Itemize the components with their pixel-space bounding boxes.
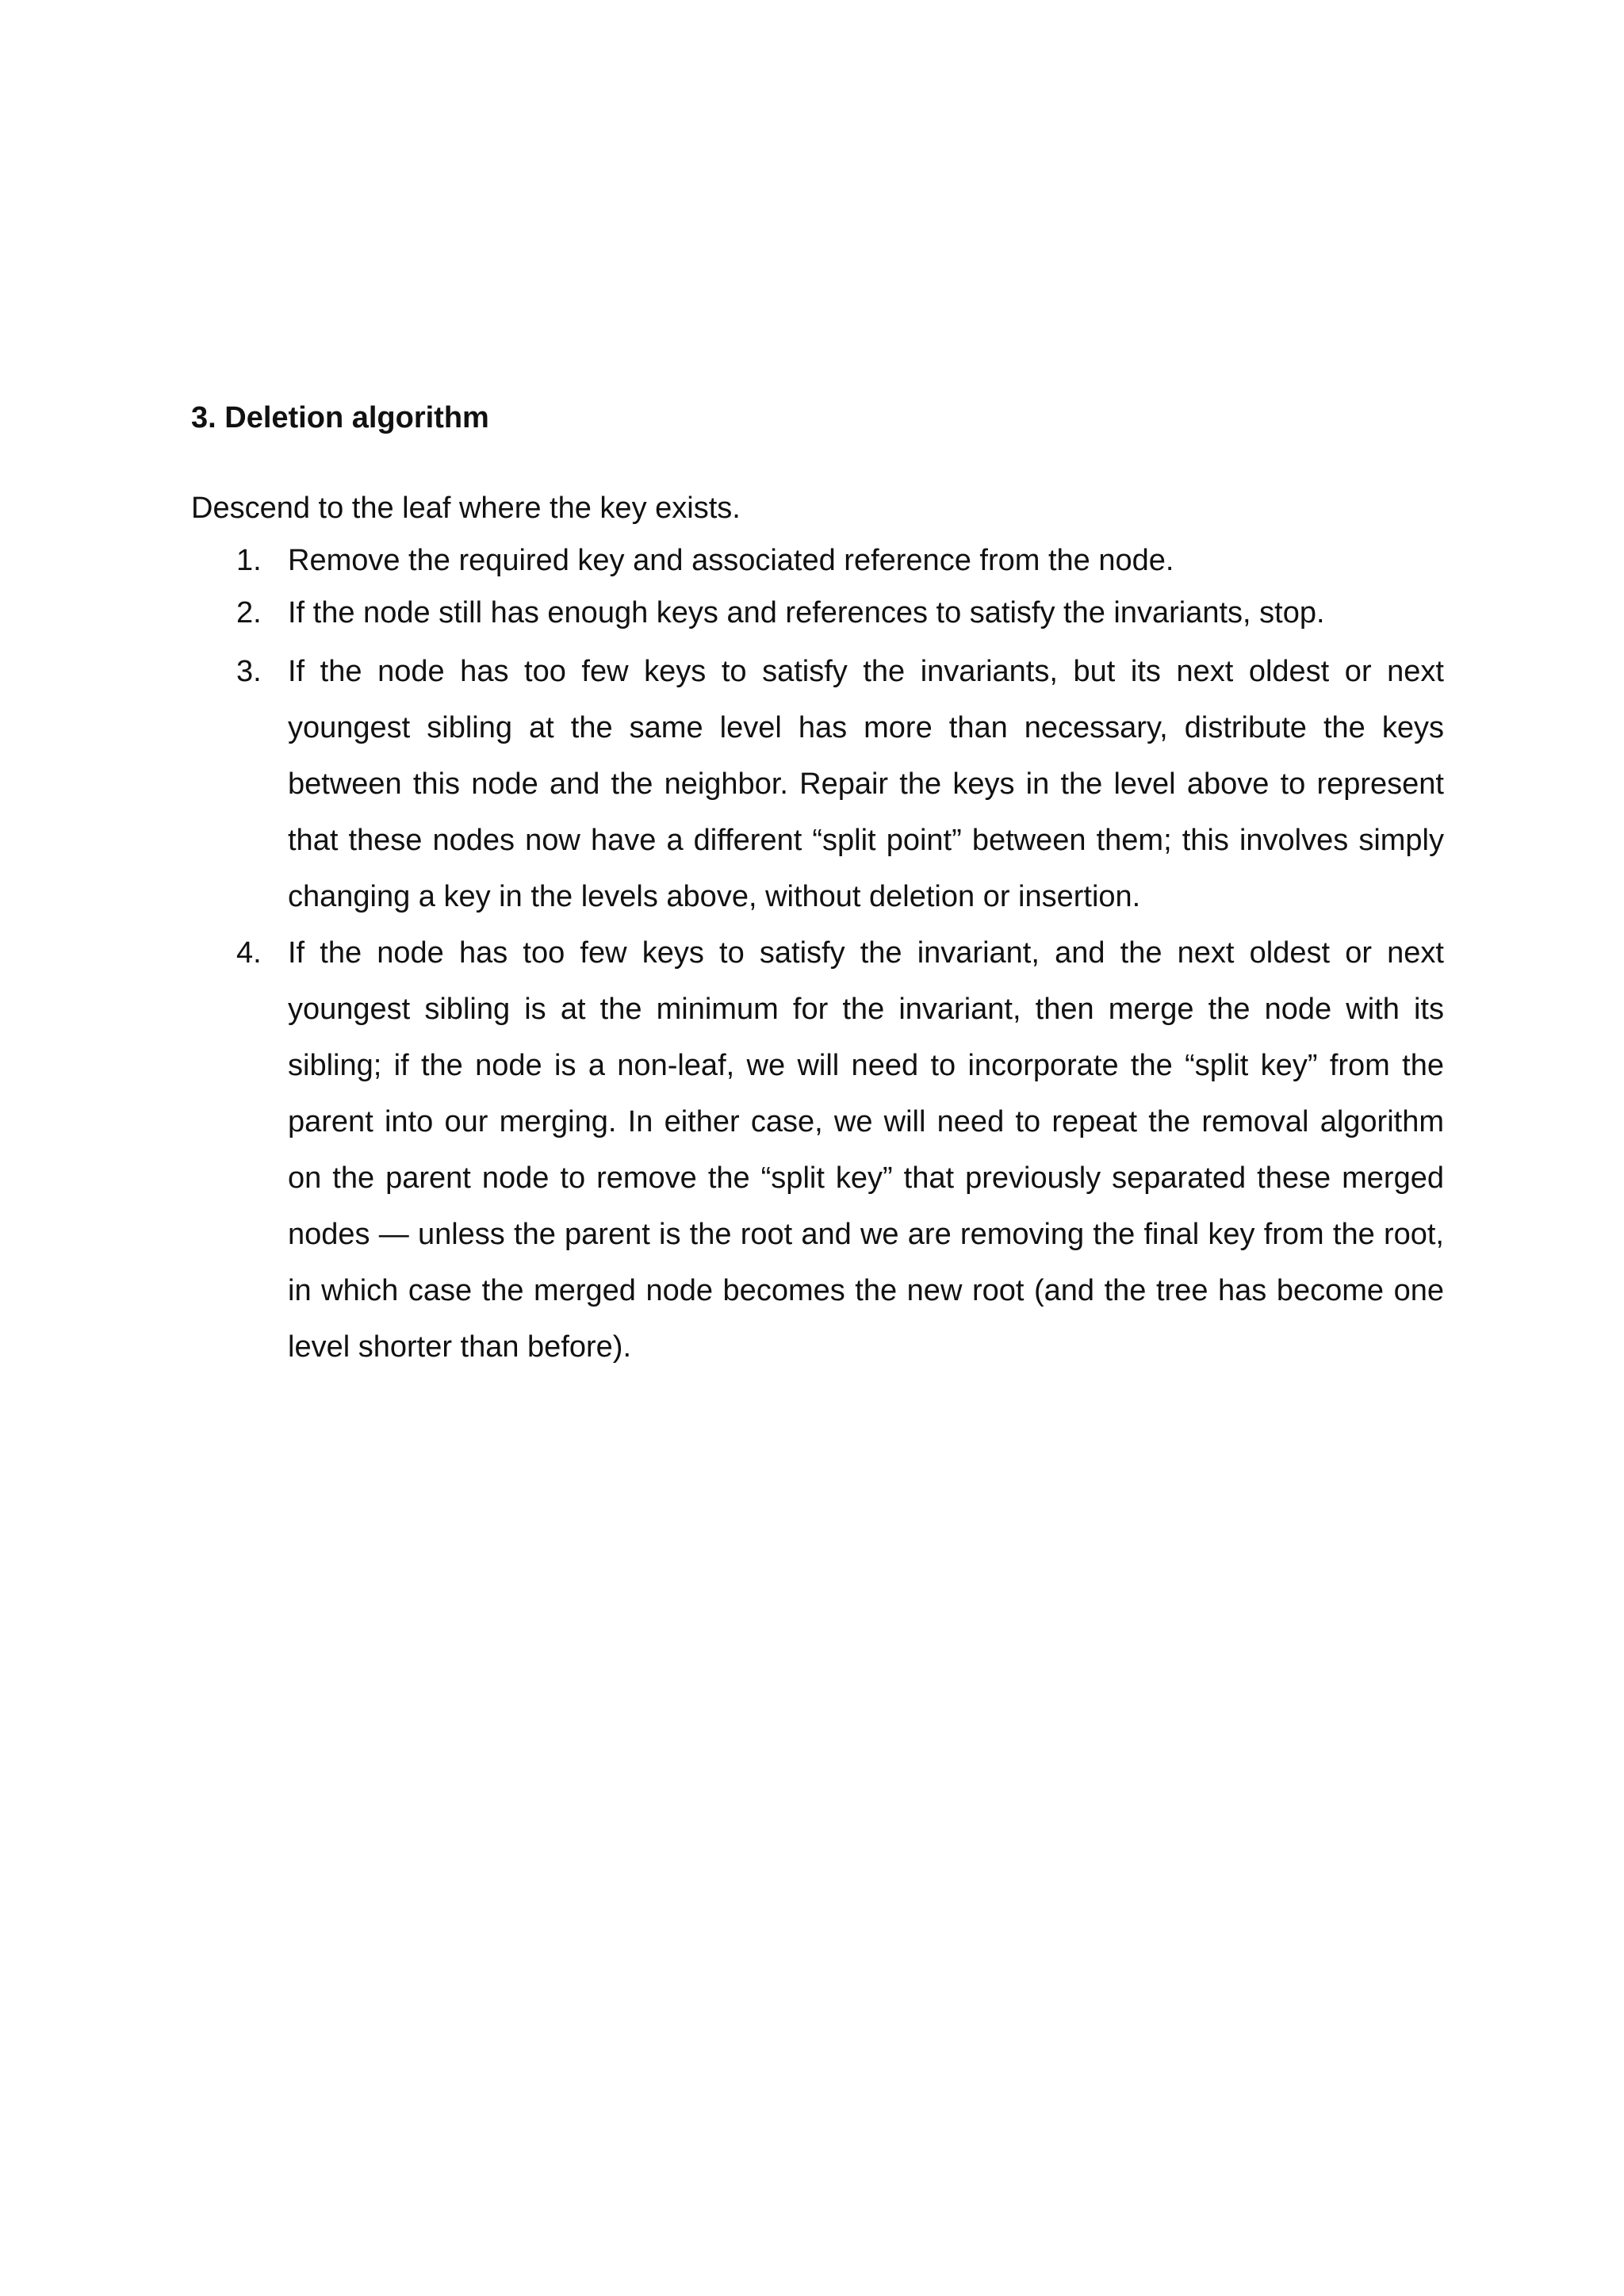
step-number: 2. [236, 596, 262, 629]
algorithm-step-4 [191, 925, 1444, 1376]
section-heading: 3. Deletion algorithm [191, 401, 489, 434]
document-content [191, 396, 1444, 1376]
step-number: 1. [236, 544, 262, 577]
step-number: 4. [236, 936, 262, 970]
step-text: Remove the required key and associated reference from the node. [288, 544, 1174, 577]
step-text: If the node has too few keys to satisfy the invariants, but its next oldest or next youngest sibling at the same level has more than necessary, distribute the keys between this node and the neighbor. Repair the keys in the level above to represent that these nodes now have a different “split point” between them; this involves simply changing a key in the levels above, without deletion or insertion. [288, 655, 1444, 913]
step-text: If the node has too few keys to satisfy the invariant, and the next oldest or next youngest sibling is at the minimum for the invariant, then merge the node with its sibling; if the node is a non-leaf, we will need to incorporate the “split key” from the parent into our merging. In either case, we will need to repeat the removal algorithm on the parent node to remove the “split key” that previously separated these merged nodes — unless the parent is the root and we are removing the final key from the root, in which case the merged node becomes the new root (and the tree has become one level shorter than before). [288, 936, 1444, 1364]
step-number: 3. [236, 655, 262, 688]
algorithm-steps-list [191, 539, 1444, 1376]
step-text: If the node still has enough keys and references to satisfy the invariants, stop. [288, 596, 1325, 629]
algorithm-step-3 [191, 644, 1444, 925]
algorithm-step-1 [191, 539, 1444, 582]
algorithm-step-2 [191, 591, 1444, 634]
intro-paragraph: Descend to the leaf where the key exists. [191, 492, 741, 525]
